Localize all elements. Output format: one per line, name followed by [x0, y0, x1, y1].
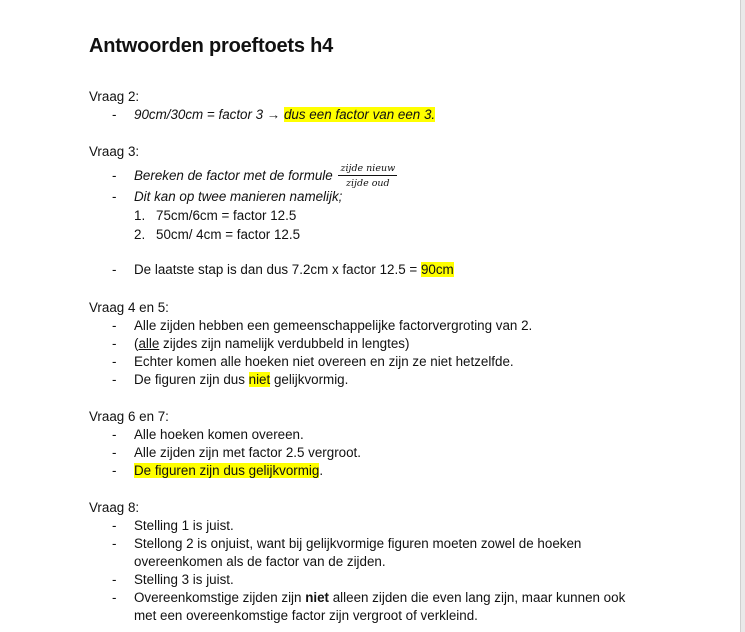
section-title: Vraag 2:	[89, 89, 140, 104]
item-text: Alle zijden hebben een gemeenschappelijke factorvergroting van 2.	[134, 318, 533, 333]
bullet-dash: -	[112, 318, 117, 333]
list-item	[89, 371, 729, 389]
list-item	[89, 317, 729, 335]
fraction-numerator: zijde nieuw	[340, 163, 396, 174]
item-text: 90cm/30cm = factor 3	[134, 107, 267, 122]
section-vraag-6-en-7	[89, 408, 729, 480]
bullet-dash: -	[112, 107, 117, 122]
bullet-dash: -	[112, 372, 117, 387]
bullet-dash: -	[112, 262, 117, 277]
item-text-continued: overeenkomen als de factor van de zijden.	[134, 554, 386, 569]
item-text: zijdes zijn namelijk verdubbeld in lengtes)	[159, 336, 410, 351]
item-number: 2.	[134, 227, 146, 242]
list-item	[89, 353, 729, 371]
item-text: Stelling 3 is juist.	[134, 572, 234, 587]
list-item	[89, 188, 729, 206]
highlighted-text: De figuren zijn dus gelijkvormig	[134, 463, 320, 478]
underlined-text: alle	[138, 336, 160, 351]
arrow-icon: →	[266, 107, 281, 122]
numbered-item	[89, 207, 729, 225]
document-title: Antwoorden proeftoets h4	[89, 35, 334, 57]
section-title: Vraag 8:	[89, 500, 140, 515]
list-item	[89, 535, 729, 571]
item-number: 1.	[134, 208, 146, 223]
item-text: 75cm/6cm = factor 12.5	[156, 208, 297, 223]
list-item	[89, 106, 729, 124]
item-text: (	[134, 336, 139, 351]
item-text: Stellong 2 is onjuist, want bij gelijkvormige figuren moeten zowel de hoeken	[134, 536, 582, 551]
highlighted-text: 90cm	[420, 262, 454, 277]
item-text: De laatste stap is dan dus 7.2cm x factor 12.5 =	[134, 262, 421, 277]
formula-fraction	[338, 163, 397, 189]
section-vraag-2	[89, 88, 729, 124]
section-title: Vraag 4 en 5:	[89, 300, 169, 315]
list-item	[89, 444, 729, 462]
list-item	[89, 335, 729, 353]
item-text: Bereken de factor met de formule	[134, 168, 337, 183]
list-item	[89, 426, 729, 444]
bullet-dash: -	[112, 168, 117, 183]
list-item	[89, 163, 729, 189]
item-text: Echter komen alle hoeken niet overeen en zijn ze niet hetzelfde.	[134, 354, 514, 369]
bullet-dash: -	[112, 518, 117, 533]
list-item	[89, 571, 729, 589]
bullet-dash: -	[112, 536, 117, 551]
item-text: gelijkvormig.	[270, 372, 349, 387]
page-edge	[740, 0, 745, 632]
item-text: .	[319, 463, 324, 478]
highlighted-text: niet	[248, 372, 271, 387]
bullet-dash: -	[112, 572, 117, 587]
section-title: Vraag 3:	[89, 144, 140, 159]
item-text: Alle hoeken komen overeen.	[134, 427, 304, 442]
item-text: Overeenkomstige zijden zijn niet alleen zijden die even lang zijn, maar kunnen ook	[134, 590, 626, 605]
section-vraag-3	[89, 143, 729, 279]
numbered-item	[89, 226, 729, 244]
list-item	[89, 462, 729, 480]
section-vraag-4-en-5	[89, 299, 729, 389]
highlighted-text: dus een factor van een 3.	[283, 107, 436, 122]
fraction-denominator: zijde oud	[346, 178, 390, 189]
bullet-dash: -	[112, 427, 117, 442]
bullet-dash: -	[112, 590, 117, 605]
item-text: De figuren zijn dus	[134, 372, 249, 387]
item-text: 50cm/ 4cm = factor 12.5	[156, 227, 301, 242]
list-item	[89, 589, 729, 625]
bullet-dash: -	[112, 336, 117, 351]
item-text: Dit kan op twee manieren namelijk;	[134, 189, 343, 204]
item-text-continued: met een overeenkomstige factor zijn vergroot of verkleind.	[134, 608, 478, 623]
list-item	[89, 517, 729, 535]
bullet-dash: -	[112, 445, 117, 460]
item-text: Stelling 1 is juist.	[134, 518, 234, 533]
bold-text: niet	[305, 590, 329, 605]
bullet-dash: -	[112, 189, 117, 204]
item-text: Alle zijden zijn met factor 2.5 vergroot.	[134, 445, 362, 460]
section-title: Vraag 6 en 7:	[89, 409, 169, 424]
section-vraag-8	[89, 499, 729, 625]
bullet-dash: -	[112, 354, 117, 369]
list-item	[89, 261, 729, 279]
bullet-dash: -	[112, 463, 117, 478]
